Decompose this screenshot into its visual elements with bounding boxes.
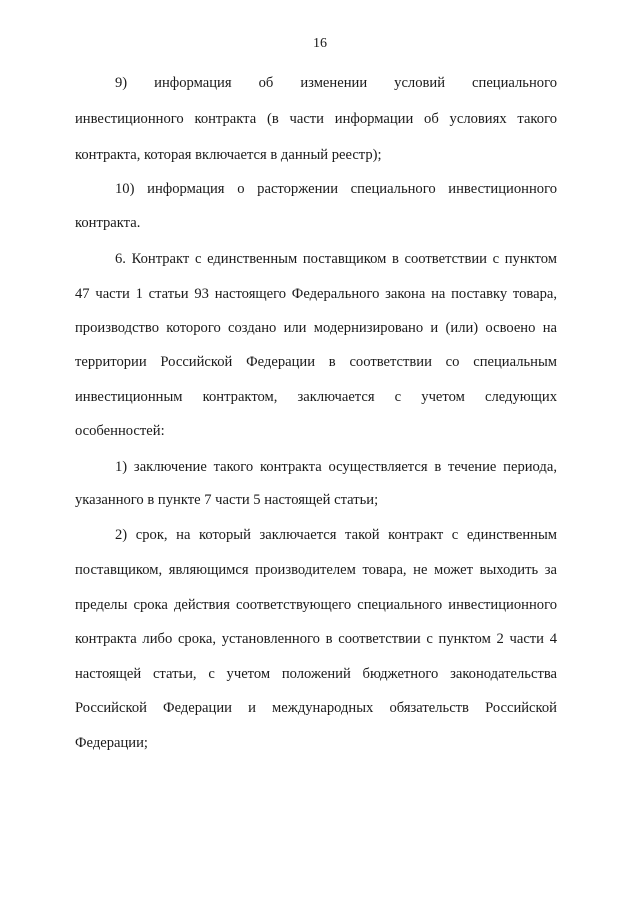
text-line: Федерации; xyxy=(75,735,148,751)
text-line-item-9: 9) информация об изменении условий специального xyxy=(115,75,557,91)
text-line: поставщиком, являющимся производителем товара, не может выходить за xyxy=(75,562,557,578)
text-line: Российской Федерации и международных обязательств Российской xyxy=(75,700,557,716)
text-line: контракта либо срока, установленного в соответствии с пунктом 2 части 4 xyxy=(75,631,557,647)
text-line: производство которого создано или модернизировано и (или) освоено на xyxy=(75,320,557,336)
text-line: настоящей статьи, с учетом положений бюджетного законодательства xyxy=(75,666,557,682)
text-line: контракта. xyxy=(75,215,141,231)
text-line: территории Российской Федерации в соответствии со специальным xyxy=(75,354,557,370)
text-line-item-10: 10) информация о расторжении специального инвестиционного xyxy=(115,181,557,197)
text-line: контракта, которая включается в данный реестр); xyxy=(75,147,382,163)
text-line: инвестиционным контрактом, заключается с учетом следующих xyxy=(75,389,557,405)
text-line: инвестиционного контракта (в части информации об условиях такого xyxy=(75,111,557,127)
text-line: пределы срока действия соответствующего специального инвестиционного xyxy=(75,597,557,613)
text-line-section-6: 6. Контракт с единственным поставщиком в соответствии с пунктом xyxy=(115,251,557,267)
text-line-item-2: 2) срок, на который заключается такой контракт с единственным xyxy=(115,527,557,543)
page-number: 16 xyxy=(313,36,327,51)
text-line: особенностей: xyxy=(75,423,165,439)
text-line: указанного в пункте 7 части 5 настоящей статьи; xyxy=(75,492,379,508)
text-line: 47 части 1 статьи 93 настоящего Федерального закона на поставку товара, xyxy=(75,286,557,302)
text-line-item-1: 1) заключение такого контракта осуществляется в течение периода, xyxy=(115,459,557,475)
